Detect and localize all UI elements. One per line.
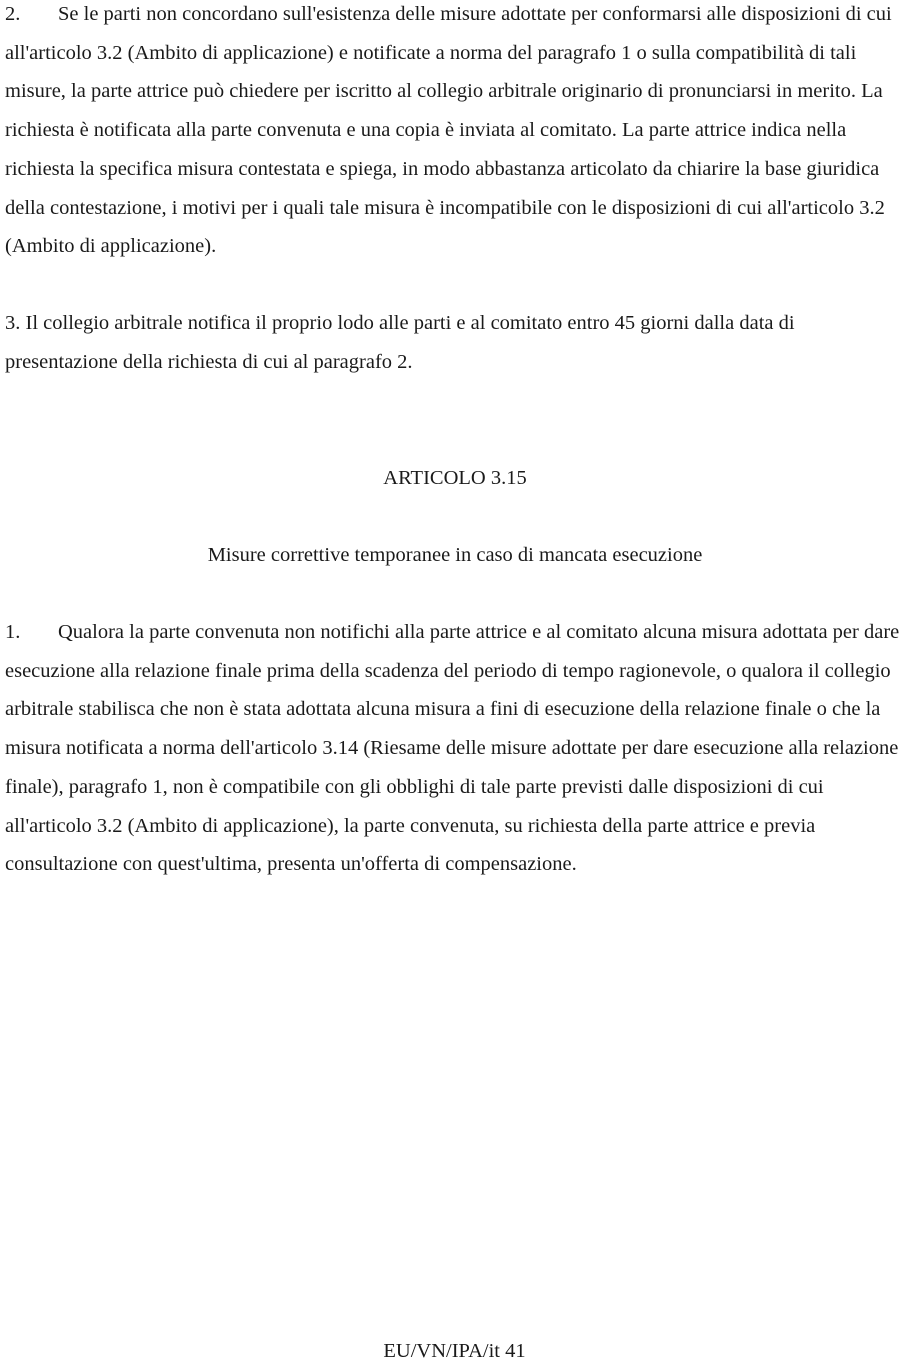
paragraph-number: 2. <box>5 3 21 25</box>
article-title: Misure correttive temporanee in caso di mancata esecuzione <box>207 544 703 566</box>
paragraph-text: Qualora la parte convenuta non notifichi alla parte attrice e al comitato alcuna misura adottata per dare esecuzione alla relazione finale prima della scadenza del periodo di tempo ragionevole, o qualora il collegio arbitrale stabilisca che non è stata adottata alcuna misura a fini di esecuzione della relazione finale o che la misura notificata a norma dell'articolo 3.14 (Riesame delle misure adottate per dare esecuzione alla relazione finale), paragrafo 1, non è compatibile con gli obblighi di tale parte previsti dalle disposizioni di cui all'articolo 3.2 (Ambito di applicazione), la parte convenuta, su richiesta della parte attrice e previa consultazione con quest'ultima, presenta un'offerta di compensazione. <box>5 621 900 876</box>
paragraph-2 <box>5 0 905 266</box>
article-paragraph-1 <box>5 613 905 884</box>
paragraph-3 <box>5 304 905 381</box>
page-footer: EU/VN/IPA/it 41 <box>383 1340 526 1362</box>
paragraph-number: 1. <box>5 621 21 643</box>
paragraph-text: 3. Il collegio arbitrale notifica il proprio lodo alle parti e al comitato entro 45 giorni dalla data di presentazione della richiesta di cui al paragrafo 2. <box>5 312 795 373</box>
article-heading: ARTICOLO 3.15 <box>383 467 527 489</box>
paragraph-text: Se le parti non concordano sull'esistenza delle misure adottate per conformarsi alle disposizioni di cui all'articolo 3.2 (Ambito di applicazione) e notificate a norma del paragrafo 1 o sulla compatibilità di tali misure, la parte attrice può chiedere per iscritto al collegio arbitrale originario di pronunciarsi in merito. La richiesta è notificata alla parte convenuta e una copia è inviata al comitato. La parte attrice indica nella richiesta la specifica misura contestata e spiega, in modo abbastanza articolato da chiarire la base giuridica della contestazione, i motivi per i quali tale misura è incompatibile con le disposizioni di cui all'articolo 3.2 (Ambito di applicazione). <box>5 3 892 258</box>
